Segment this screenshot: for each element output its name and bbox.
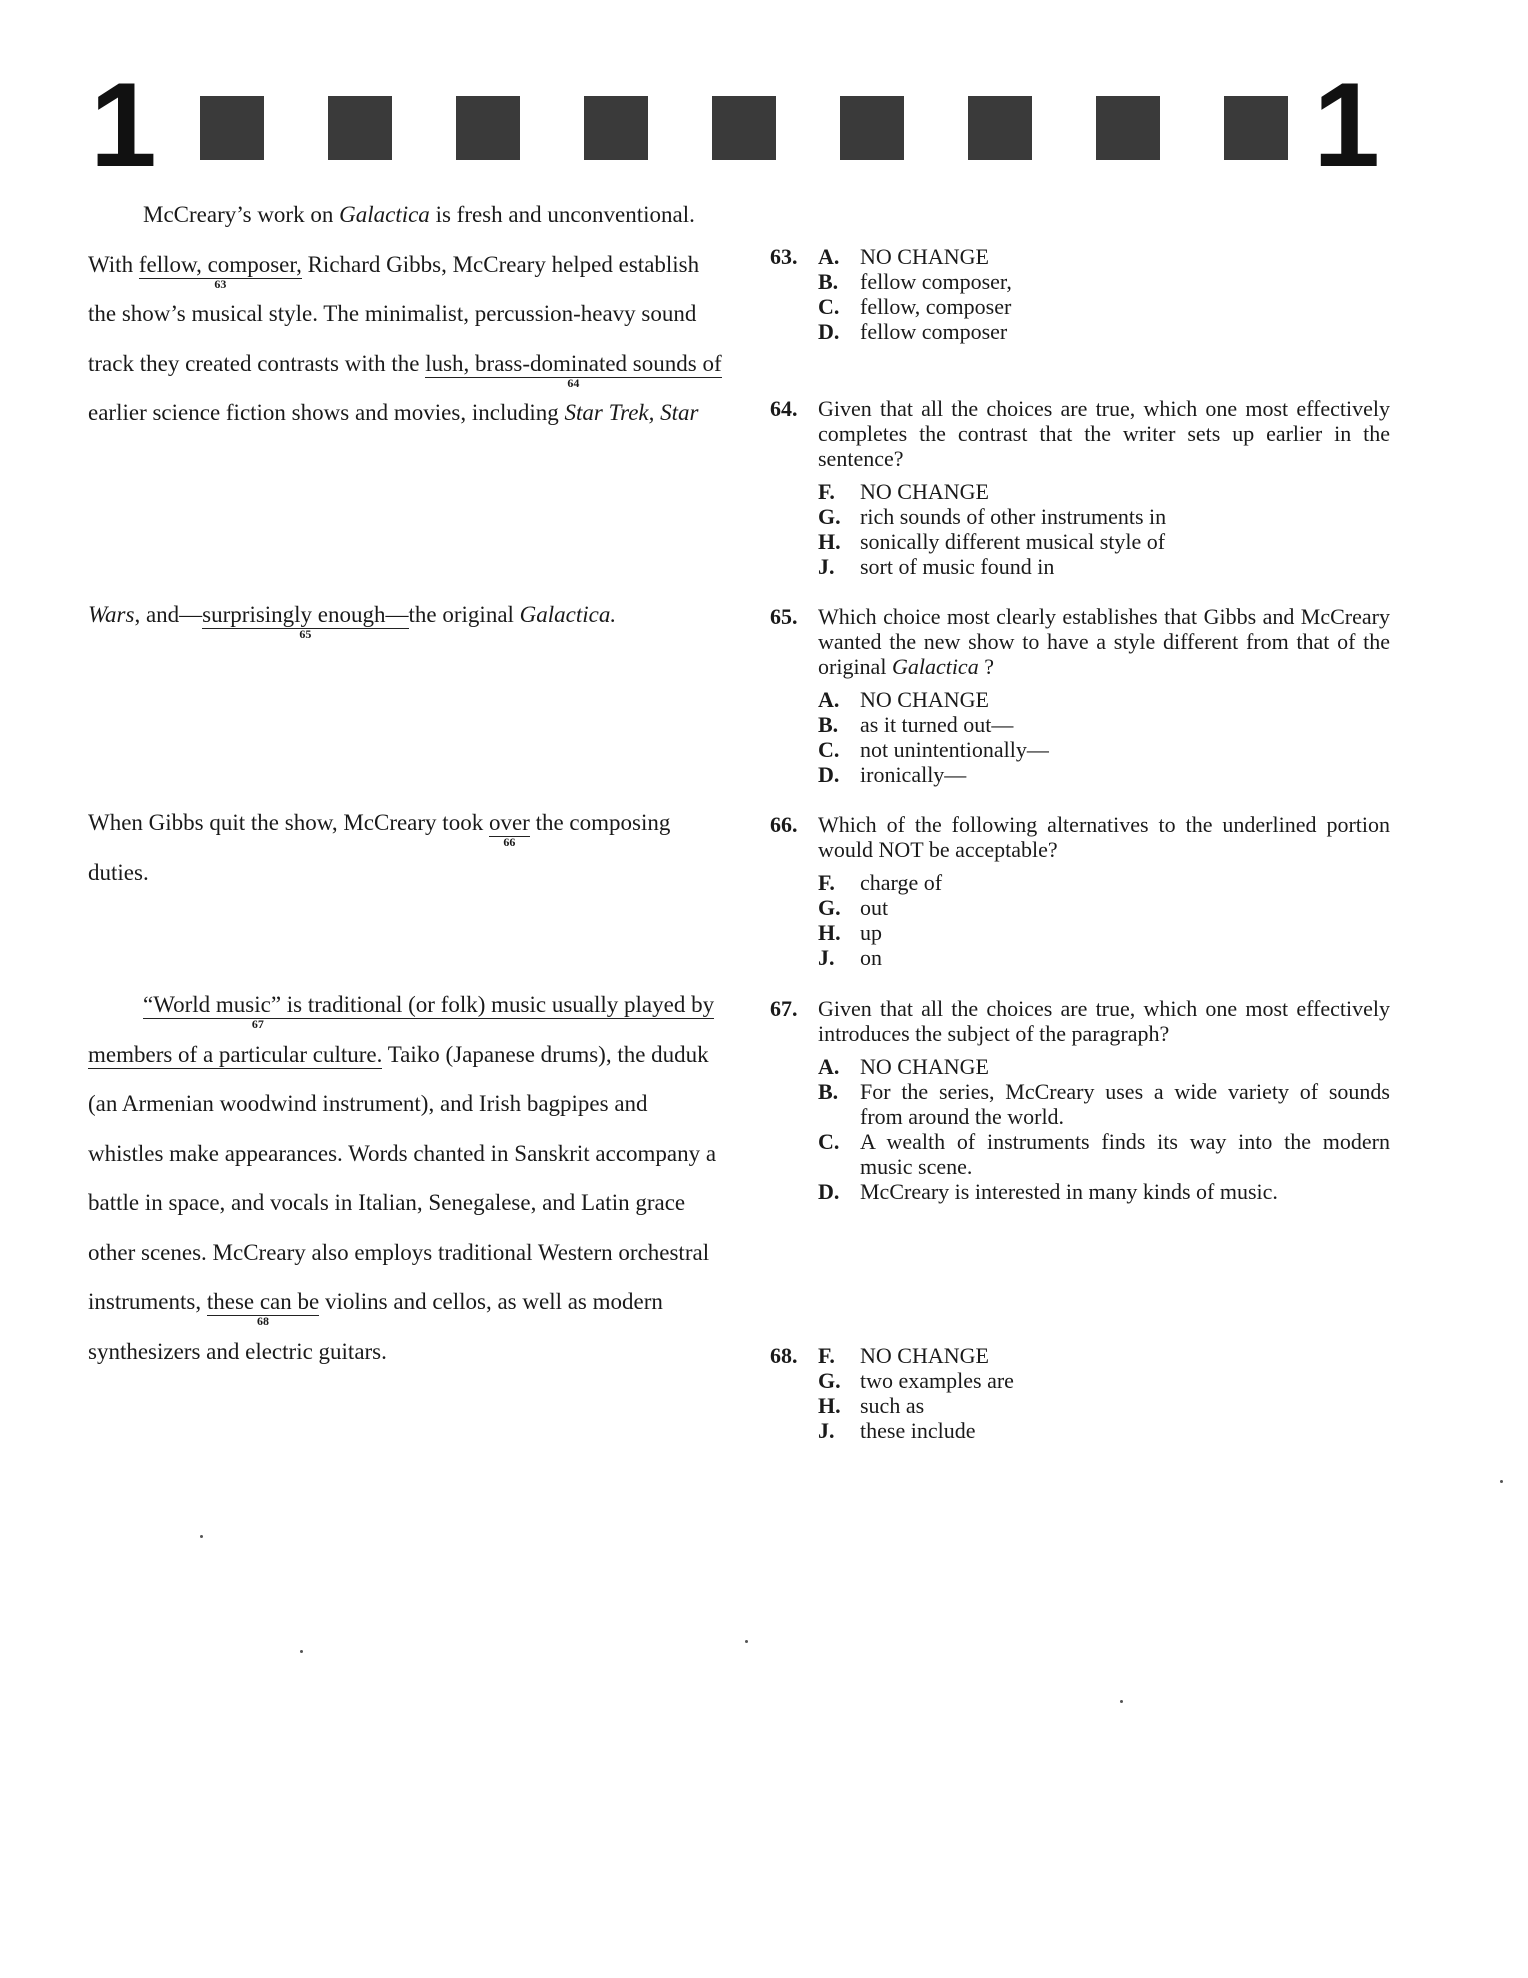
option-letter: A. [818, 687, 840, 712]
question-marker-63: 63 [214, 276, 227, 291]
option-text: fellow composer, [860, 269, 1012, 294]
question-65 [770, 604, 1390, 787]
option-text: not unintentionally— [860, 737, 1049, 762]
answer-option[interactable] [818, 920, 1390, 945]
option-text: rich sounds of other instruments in [860, 504, 1167, 529]
option-letter: J. [818, 554, 835, 579]
passage-italic: Galactica. [519, 602, 617, 627]
question-number: 68. [770, 1343, 798, 1368]
header-block [200, 96, 264, 160]
question-stem: Which of the following alternatives to the underlined portion would NOT be acceptable? [818, 812, 1390, 862]
answer-option[interactable] [818, 687, 1390, 712]
option-text: charge of [860, 870, 943, 895]
question-number: 66. [770, 812, 798, 837]
answer-option[interactable] [818, 504, 1390, 529]
option-text: NO CHANGE [860, 1343, 989, 1368]
option-letter: C. [818, 737, 840, 762]
passage-paragraph-3 [88, 980, 728, 1376]
header-block [584, 96, 648, 160]
option-letter: B. [818, 712, 839, 737]
scan-speck [745, 1640, 748, 1643]
question-67 [770, 996, 1390, 1204]
option-letter: C. [818, 294, 840, 319]
option-letter: A. [818, 1054, 840, 1079]
passage-text: the original [408, 602, 520, 627]
scan-speck [300, 1650, 303, 1653]
answer-option[interactable] [818, 529, 1390, 554]
answer-option[interactable] [818, 1179, 1390, 1204]
answer-option[interactable] [818, 895, 1390, 920]
underlined-portion-64[interactable] [425, 350, 722, 390]
scan-speck [200, 1535, 203, 1538]
option-letter: C. [818, 1129, 840, 1154]
header-block [968, 96, 1032, 160]
underlined-text: over [488, 810, 530, 835]
underlined-portion-65[interactable] [202, 602, 409, 641]
question-number: 63. [770, 244, 798, 269]
question-63 [770, 244, 1390, 344]
underlined-portion-63[interactable] [138, 251, 302, 291]
option-text: ironically— [860, 762, 967, 787]
scan-speck [1500, 1480, 1503, 1483]
stem-italic: Galactica [891, 654, 979, 679]
passage-text: McCreary’s work on [143, 202, 340, 227]
section-number-left: 1 [90, 58, 157, 192]
answer-option[interactable] [818, 945, 1390, 970]
option-letter: B. [818, 269, 839, 294]
passage-italic: Star Trek, Star [564, 400, 699, 425]
passage-italic: Galactica [339, 202, 430, 227]
passage-text: the composing duties. [88, 810, 671, 885]
question-number: 64. [770, 396, 798, 421]
option-letter: G. [818, 895, 841, 920]
option-letter: F. [818, 1343, 835, 1368]
question-64 [770, 396, 1390, 579]
question-number: 67. [770, 996, 798, 1021]
passage-text: is fresh and unconventional. With [88, 202, 695, 277]
question-number: 65. [770, 604, 798, 629]
header-block [1224, 96, 1288, 160]
option-text: NO CHANGE [860, 687, 989, 712]
option-letter: F. [818, 479, 835, 504]
passage-italic: Wars [88, 602, 135, 627]
underlined-text: lush, brass-dominated sounds of [425, 350, 722, 376]
option-letter: G. [818, 1368, 841, 1393]
option-text: sort of music found in [860, 554, 1055, 579]
answer-option[interactable] [818, 870, 1390, 895]
section-number-right: 1 [1313, 58, 1380, 192]
option-text: A wealth of instruments finds its way into the modern music scene. [860, 1129, 1390, 1179]
answer-option[interactable] [818, 1129, 1390, 1179]
option-letter: B. [818, 1079, 839, 1104]
stem-text: Which choice most clearly establishes that Gibbs and McCreary wanted the new show to have a style different from that of the original [818, 604, 1390, 679]
answer-option[interactable] [818, 319, 1390, 344]
answer-option[interactable] [818, 554, 1390, 579]
question-marker-67: 67 [251, 1017, 264, 1031]
answer-option[interactable] [818, 712, 1390, 737]
option-letter: J. [818, 1418, 835, 1443]
underlined-text: fellow, composer, [138, 251, 302, 277]
option-text: fellow composer [860, 319, 1008, 344]
option-letter: H. [818, 920, 841, 945]
answer-option[interactable] [818, 1054, 1390, 1079]
passage-text: violins and cellos, as well as modern synthesizers and electric guitars. [88, 1289, 663, 1364]
passage-text: , and— [134, 602, 203, 627]
header-block [1096, 96, 1160, 160]
header-block [456, 96, 520, 160]
option-text: these include [860, 1418, 976, 1443]
option-letter: J. [818, 945, 835, 970]
option-text: sonically different musical style of [860, 529, 1166, 554]
option-letter: D. [818, 319, 840, 344]
question-68 [770, 1343, 1390, 1443]
passage-paragraph-1-continued [88, 590, 728, 640]
question-marker-64: 64 [567, 375, 580, 390]
passage-paragraph-2 [88, 798, 728, 897]
option-text: out [860, 895, 889, 920]
option-letter: F. [818, 870, 835, 895]
passage-text: When Gibbs quit the show, McCreary took [88, 810, 489, 835]
section-header [90, 58, 1380, 192]
option-text: such as [860, 1393, 925, 1418]
answer-option[interactable] [818, 737, 1390, 762]
underlined-text: surprisingly enough— [202, 602, 409, 627]
answer-option[interactable] [818, 294, 1390, 319]
header-block [328, 96, 392, 160]
question-stem [818, 604, 1390, 679]
header-block [712, 96, 776, 160]
passage-text: Taiko (Japanese drums), the duduk (an Armenian woodwind instrument), and Irish bagpipes and whistles make appearances. Words chanted in Sanskrit accompany a battle in space, and vocals in Italian, Senegalese, and Latin grace other scenes. McCreary also employs traditional Western orchestral instruments, [88, 1041, 717, 1314]
option-text: as it turned out— [860, 712, 1014, 737]
answer-option[interactable] [818, 1418, 1390, 1443]
passage-paragraph-1 [88, 190, 728, 438]
option-text: up [860, 920, 882, 945]
option-text: NO CHANGE [860, 1054, 989, 1079]
scan-speck [1120, 1700, 1123, 1703]
stem-text: ? [978, 654, 994, 679]
answer-option[interactable] [818, 1393, 1390, 1418]
option-text: For the series, McCreary uses a wide variety of sounds from around the world. [860, 1079, 1390, 1129]
answer-option[interactable] [818, 1368, 1390, 1393]
underlined-portion-68[interactable] [206, 1289, 320, 1328]
option-text: fellow, composer [860, 294, 1012, 319]
passage-text: earlier science fiction shows and movies, including [88, 400, 565, 425]
answer-option[interactable] [818, 269, 1390, 294]
option-text: two examples are [860, 1368, 1014, 1393]
option-text: NO CHANGE [860, 244, 989, 269]
question-marker-65: 65 [299, 627, 312, 641]
option-text: McCreary is interested in many kinds of music. [860, 1179, 1278, 1204]
answer-option[interactable] [818, 762, 1390, 787]
underlined-text: “World music” is traditional (or folk) music usually played by members of a particular culture. [88, 992, 715, 1067]
option-letter: H. [818, 1393, 841, 1418]
answer-option[interactable] [818, 1079, 1390, 1129]
question-marker-66: 66 [503, 835, 516, 849]
option-letter: D. [818, 1179, 840, 1204]
header-block [840, 96, 904, 160]
answer-option[interactable] [818, 1343, 1390, 1368]
question-stem: Given that all the choices are true, which one most effectively introduces the subject of the paragraph? [818, 996, 1390, 1046]
option-text: on [860, 945, 882, 970]
option-text: NO CHANGE [860, 479, 989, 504]
question-marker-68: 68 [257, 1314, 270, 1328]
passage-text: Richard Gibbs, McCreary helped establish the show’s musical style. The minimalist, percussion-heavy sound track they created contrasts with the [88, 251, 700, 376]
option-letter: H. [818, 529, 841, 554]
underlined-portion-66[interactable] [488, 810, 530, 849]
option-letter: A. [818, 244, 840, 269]
answer-option[interactable] [818, 244, 1390, 269]
question-stem: Given that all the choices are true, which one most effectively completes the contrast that the writer sets up earlier in the sentence? [818, 396, 1390, 471]
question-66 [770, 812, 1390, 970]
option-letter: D. [818, 762, 840, 787]
option-letter: G. [818, 504, 841, 529]
answer-option[interactable] [818, 479, 1390, 504]
underlined-text: these can be [206, 1289, 320, 1314]
